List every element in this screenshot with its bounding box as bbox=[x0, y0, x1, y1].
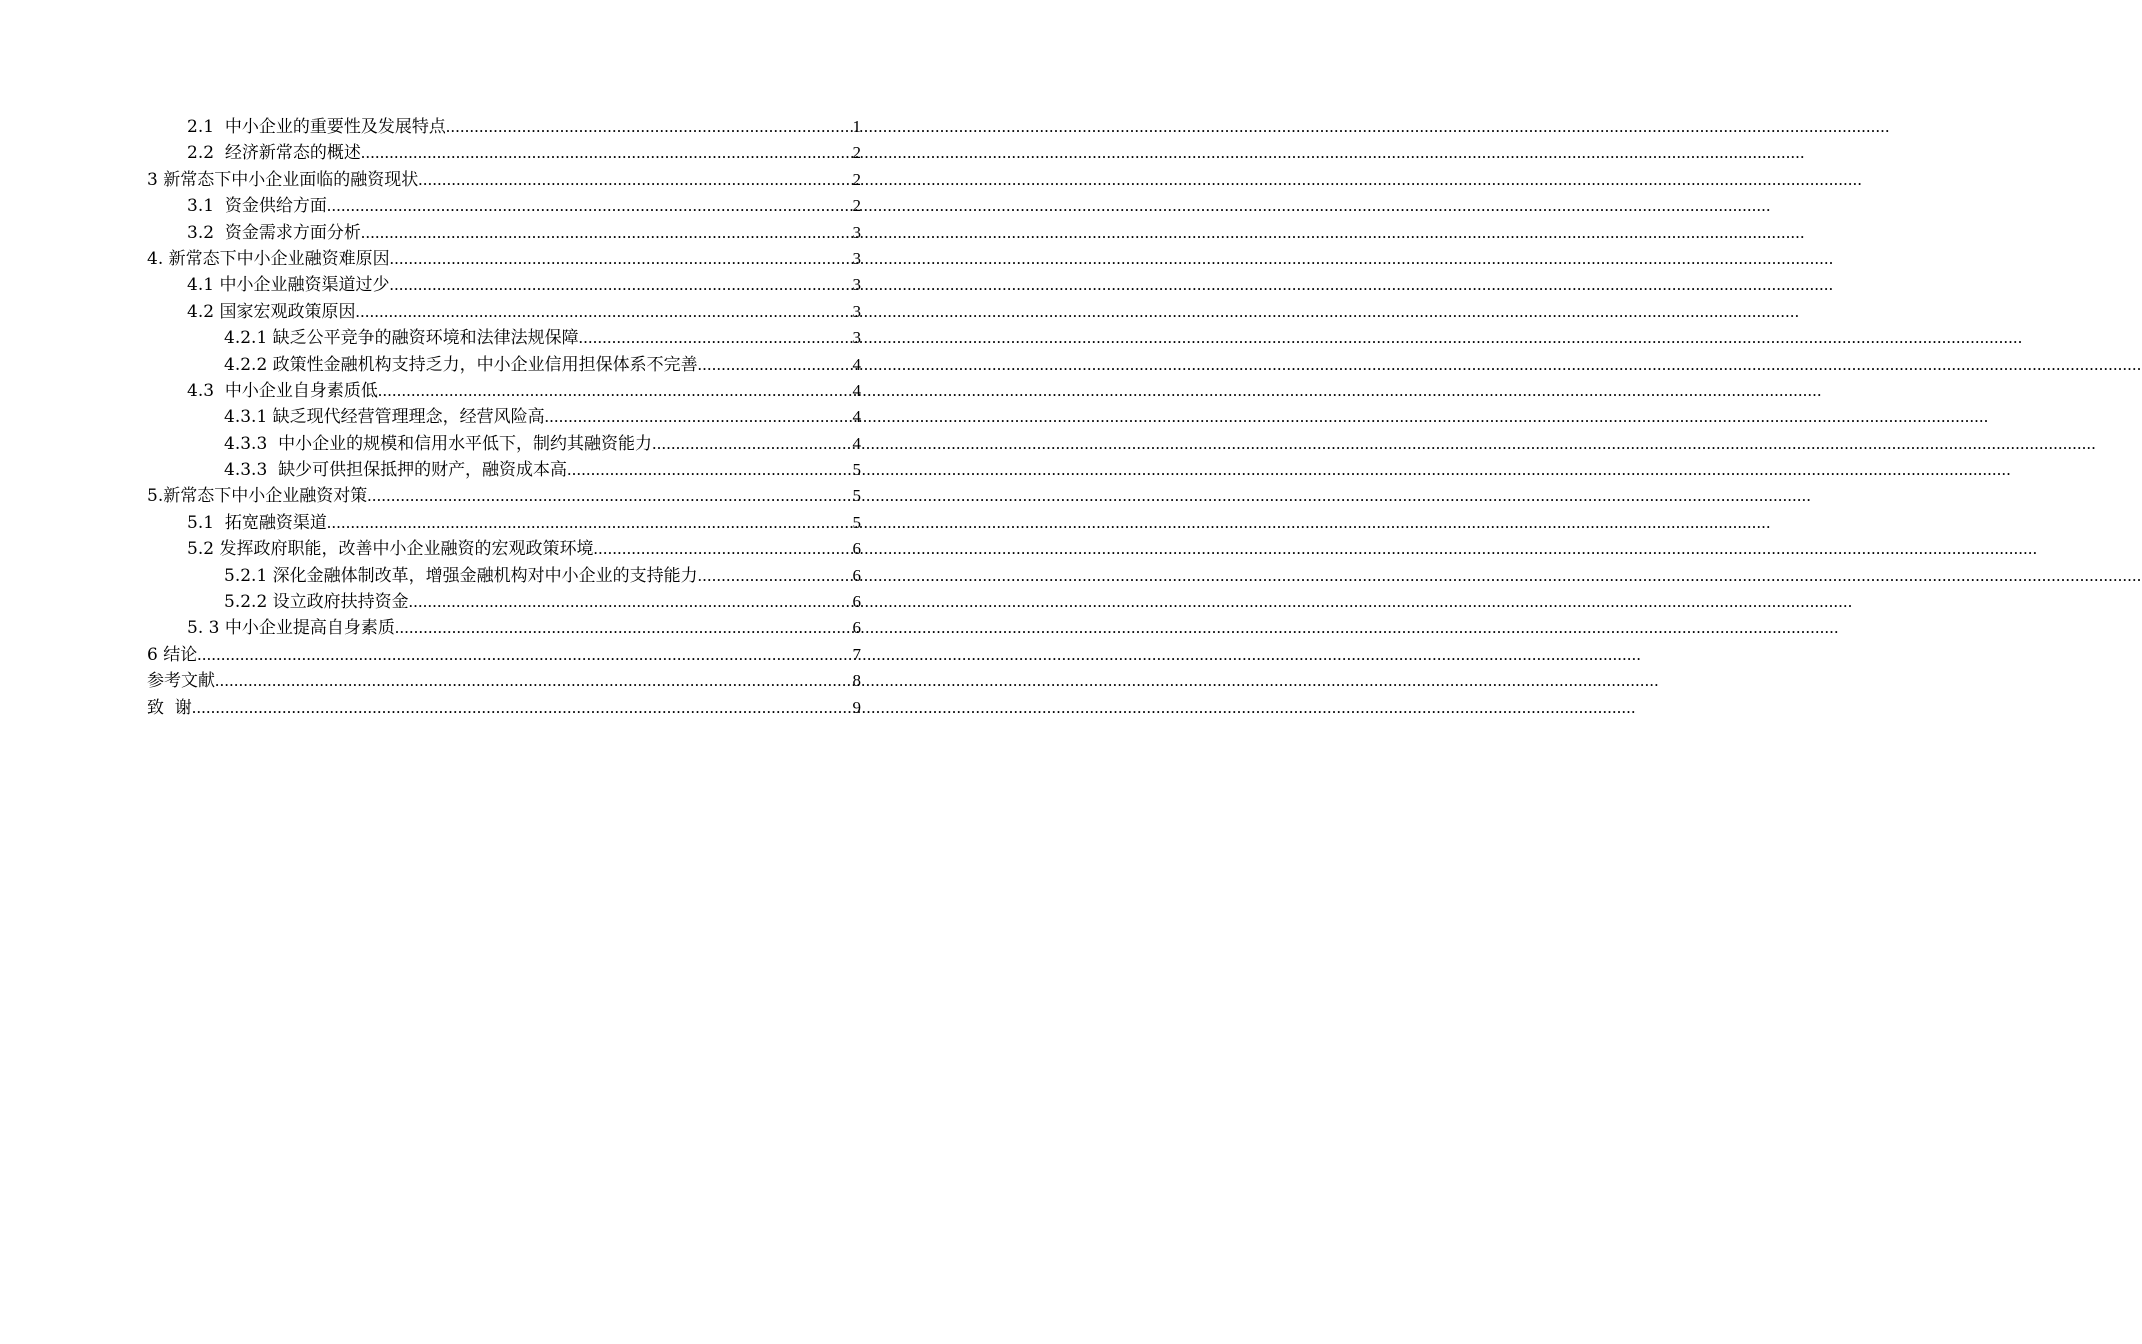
toc-page-number: 2 bbox=[852, 143, 861, 163]
toc-dot-leader bbox=[361, 140, 853, 166]
toc-dot-leader bbox=[197, 642, 852, 668]
toc-dot-leader bbox=[327, 510, 853, 536]
toc-entry[interactable] bbox=[147, 695, 861, 721]
toc-page-number: 9 bbox=[852, 697, 861, 717]
toc-dot-leader bbox=[698, 352, 853, 378]
toc-entry-title: 4.1 中小企业融资渠道过少 bbox=[187, 275, 390, 296]
toc-entry-title: 6 结论 bbox=[147, 644, 198, 665]
table-of-contents bbox=[147, 114, 861, 721]
toc-entry-title: 4.3.1 缺乏现代经营管理理念，经营风险高 bbox=[224, 407, 545, 428]
toc-entry-title: 3.2 资金需求方面分析 bbox=[187, 222, 361, 243]
toc-entry-title: 5. 3 中小企业提高自身素质 bbox=[187, 618, 395, 639]
toc-page-number: 3 bbox=[852, 301, 861, 321]
toc-entry[interactable] bbox=[147, 457, 861, 483]
toc-dot-leader bbox=[367, 483, 852, 509]
toc-entry[interactable] bbox=[147, 642, 861, 668]
toc-dot-leader bbox=[698, 563, 853, 589]
toc-page-number: 5 bbox=[852, 460, 861, 480]
toc-page-number: 6 bbox=[852, 592, 861, 612]
toc-entry[interactable] bbox=[147, 272, 861, 298]
toc-entry[interactable] bbox=[147, 483, 861, 509]
toc-page-number: 4 bbox=[852, 380, 861, 400]
toc-dot-leader bbox=[567, 457, 852, 483]
toc-entry-title: 2.2 经济新常态的概述 bbox=[187, 143, 361, 164]
toc-dot-leader bbox=[579, 325, 853, 351]
toc-dot-leader bbox=[418, 167, 852, 193]
toc-dot-leader bbox=[378, 378, 853, 404]
toc-page-number: 5 bbox=[852, 486, 861, 506]
toc-entry[interactable] bbox=[147, 615, 861, 641]
toc-dot-leader bbox=[593, 536, 852, 562]
toc-page-number: 3 bbox=[852, 222, 861, 242]
toc-page-number: 5 bbox=[852, 512, 861, 532]
toc-page-number: 7 bbox=[852, 644, 861, 664]
toc-entry-title: 4.3.3 中小企业的规模和信用水平低下，制约其融资能力 bbox=[224, 433, 653, 454]
toc-entry[interactable] bbox=[147, 431, 861, 457]
toc-entry-title: 4. 新常态下中小企业融资难原因 bbox=[147, 248, 390, 269]
toc-entry[interactable] bbox=[147, 589, 861, 615]
toc-page-number: 6 bbox=[852, 565, 861, 585]
toc-entry[interactable] bbox=[147, 299, 861, 325]
toc-entry[interactable] bbox=[147, 246, 861, 272]
toc-entry[interactable] bbox=[147, 404, 861, 430]
toc-entry[interactable] bbox=[147, 140, 861, 166]
toc-dot-leader bbox=[652, 431, 852, 457]
toc-page-number: 4 bbox=[852, 407, 861, 427]
toc-page-number: 3 bbox=[852, 248, 861, 268]
toc-entry[interactable] bbox=[147, 378, 861, 404]
toc-dot-leader bbox=[446, 114, 853, 140]
toc-entry-title: 3 新常态下中小企业面临的融资现状 bbox=[147, 169, 419, 190]
toc-page-number: 1 bbox=[852, 117, 861, 136]
toc-page-number: 3 bbox=[852, 328, 861, 348]
toc-page-number: 8 bbox=[852, 671, 861, 691]
toc-entry-title: 5.1 拓宽融资渠道 bbox=[187, 512, 327, 533]
toc-entry-title: 4.2.2 政策性金融机构支持乏力，中小企业信用担保体系不完善 bbox=[224, 354, 698, 375]
toc-dot-leader bbox=[327, 193, 853, 219]
toc-entry-title: 参考文献 bbox=[147, 671, 215, 692]
toc-entry-title: 5.新常态下中小企业融资对策 bbox=[147, 486, 368, 507]
toc-dot-leader bbox=[355, 299, 852, 325]
toc-entry[interactable] bbox=[147, 325, 861, 351]
toc-entry[interactable] bbox=[147, 536, 861, 562]
toc-entry[interactable] bbox=[147, 220, 861, 246]
toc-page-number: 4 bbox=[852, 354, 861, 374]
toc-entry-title: 4.2 国家宏观政策原因 bbox=[187, 301, 356, 322]
toc-dot-leader bbox=[361, 220, 853, 246]
toc-entry[interactable] bbox=[147, 193, 861, 219]
toc-entry[interactable] bbox=[147, 167, 861, 193]
toc-entry-title: 2.1 中小企业的重要性及发展特点 bbox=[187, 117, 446, 137]
toc-page-number: 2 bbox=[852, 169, 861, 189]
toc-dot-leader bbox=[389, 272, 852, 298]
toc-entry-title: 4.3 中小企业自身素质低 bbox=[187, 380, 378, 401]
toc-page-number: 6 bbox=[852, 539, 861, 559]
toc-entry[interactable] bbox=[147, 563, 861, 589]
toc-entry[interactable] bbox=[147, 114, 861, 140]
toc-dot-leader bbox=[395, 615, 853, 641]
toc-page-number: 3 bbox=[852, 275, 861, 295]
toc-entry-title: 5.2 发挥政府职能，改善中小企业融资的宏观政策环境 bbox=[187, 539, 594, 560]
toc-dot-leader bbox=[545, 404, 853, 430]
toc-dot-leader bbox=[192, 695, 853, 721]
toc-page-number: 2 bbox=[852, 196, 861, 216]
toc-entry[interactable] bbox=[147, 668, 861, 694]
toc-entry-title: 5.2.2 设立政府扶持资金 bbox=[224, 592, 409, 613]
toc-page-number: 6 bbox=[852, 618, 861, 638]
toc-page-number: 4 bbox=[852, 433, 861, 453]
toc-dot-leader bbox=[409, 589, 853, 615]
toc-entry-title: 3.1 资金供给方面 bbox=[187, 196, 327, 217]
toc-dot-leader bbox=[215, 668, 853, 694]
toc-entry-title: 4.2.1 缺乏公平竞争的融资环境和法律法规保障 bbox=[224, 328, 579, 349]
toc-entry-title: 4.3.3 缺少可供担保抵押的财产，融资成本高 bbox=[224, 460, 568, 481]
toc-entry[interactable] bbox=[147, 352, 861, 378]
toc-entry[interactable] bbox=[147, 510, 861, 536]
toc-dot-leader bbox=[390, 246, 853, 272]
toc-entry-title: 5.2.1 深化金融体制改革，增强金融机构对中小企业的支持能力 bbox=[224, 565, 698, 586]
toc-entry-title: 致 谢 bbox=[147, 697, 192, 718]
